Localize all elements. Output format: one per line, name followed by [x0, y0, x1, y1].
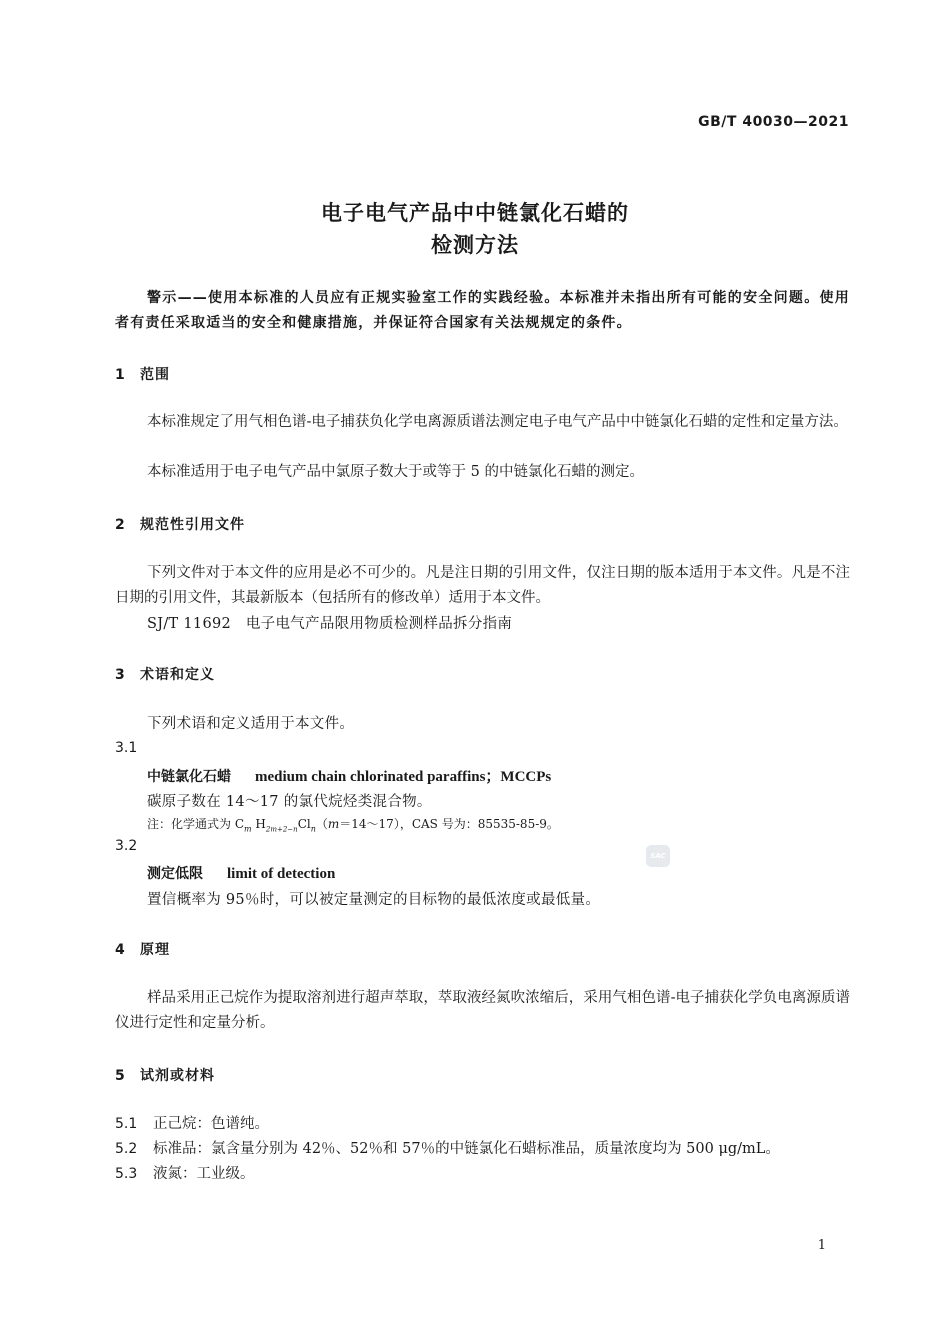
- warning-paragraph: 警示——使用本标准的人员应有正规实验室工作的实践经验。本标准并未指出所有可能的安全问题。使用者有责任采取适当的安全和健康措施，并保证符合国家有关法规规定的条件。: [115, 290, 850, 331]
- terms-intro: 下列术语和定义适用于本文件。: [147, 716, 355, 732]
- item-text: 标准品：氯含量分别为 42％、52％和 57％的中链氯化石蜡标准品，质量浓度均为 500 μg/mL。: [153, 1141, 780, 1157]
- section-2-heading: [115, 514, 245, 534]
- section-4-heading: [115, 939, 170, 959]
- note-text: ＝14～17），CAS 号为：85535-85-9。: [339, 817, 559, 831]
- term-en: limit of detection: [227, 866, 336, 882]
- section-number: 4: [115, 942, 126, 958]
- page-number: 1: [817, 1238, 826, 1253]
- section-title: 范围: [140, 367, 170, 383]
- list-item: [115, 1112, 269, 1133]
- term-zh: 测定低限: [147, 866, 203, 882]
- section-number: 1: [115, 367, 126, 383]
- term-3-1-note: [147, 815, 559, 833]
- item-number: 5.1: [115, 1116, 138, 1132]
- document-title-line2: 检测方法: [431, 233, 519, 257]
- note-text: H: [255, 817, 266, 831]
- note-text: （: [315, 817, 328, 831]
- document-title-line1: 电子电气产品中中链氯化石蜡的: [321, 201, 629, 225]
- note-text: 注：化学通式为 C: [147, 817, 244, 831]
- reference-item: SJ/T 11692 电子电气产品限用物质检测样品拆分指南: [147, 616, 513, 632]
- term-3-1-title: [147, 765, 551, 786]
- term-zh: 中链氯化石蜡: [147, 769, 231, 785]
- sac-watermark-logo: SAC: [646, 845, 670, 867]
- section-title: 规范性引用文件: [140, 517, 245, 533]
- term-3-2-definition: 置信概率为 95％时，可以被定量测定的目标物的最低浓度或最低量。: [147, 892, 601, 908]
- note-text: Cl: [297, 817, 311, 831]
- section-3-heading: [115, 664, 215, 684]
- section-1-heading: [115, 364, 170, 384]
- section-title: 术语和定义: [140, 667, 215, 683]
- term-3-1-definition: 碳原子数在 14～17 的氯代烷烃类混合物。: [147, 794, 432, 810]
- scope-paragraph-1: 本标准规定了用气相色谱-电子捕获负化学电离源质谱法测定电子电气产品中中链氯化石蜡的定性和定量方法。: [147, 414, 848, 430]
- section-title: 原理: [140, 942, 170, 958]
- term-3-2-title: [147, 863, 335, 883]
- note-subscript: n: [310, 824, 316, 834]
- section-number: 3: [115, 667, 126, 683]
- list-item: [115, 1162, 255, 1183]
- section-number: 2: [115, 517, 126, 533]
- scope-paragraph-2: 本标准适用于电子电气产品中氯原子数大于或等于 5 的中链氯化石蜡的测定。: [147, 464, 644, 480]
- list-item: [115, 1137, 780, 1158]
- item-text: 正己烷：色谱纯。: [153, 1116, 269, 1132]
- references-paragraph: 下列文件对于本文件的应用是必不可少的。凡是注日期的引用文件，仅注日期的版本适用于本文件。凡是不注日期的引用文件，其最新版本（包括所有的修改单）适用于本文件。: [115, 565, 850, 606]
- section-5-heading: [115, 1065, 215, 1085]
- standard-code: GB/T 40030—2021: [698, 114, 849, 130]
- term-3-1-number: 3.1: [115, 740, 138, 756]
- section-title: 试剂或材料: [140, 1068, 215, 1084]
- note-subscript: 2m+2−n: [265, 825, 298, 834]
- term-3-2-number: 3.2: [115, 838, 138, 854]
- note-subscript: m: [244, 824, 252, 834]
- term-en: medium chain chlorinated paraffins；MCCPs: [255, 769, 552, 785]
- item-text: 液氮：工业级。: [153, 1166, 255, 1182]
- item-number: 5.2: [115, 1141, 138, 1157]
- item-number: 5.3: [115, 1166, 138, 1182]
- note-variable: m: [327, 817, 340, 831]
- principle-paragraph: 样品采用正己烷作为提取溶剂进行超声萃取，萃取液经氮吹浓缩后，采用气相色谱-电子捕获化学负电离源质谱仪进行定性和定量分析。: [115, 990, 850, 1031]
- section-number: 5: [115, 1068, 126, 1084]
